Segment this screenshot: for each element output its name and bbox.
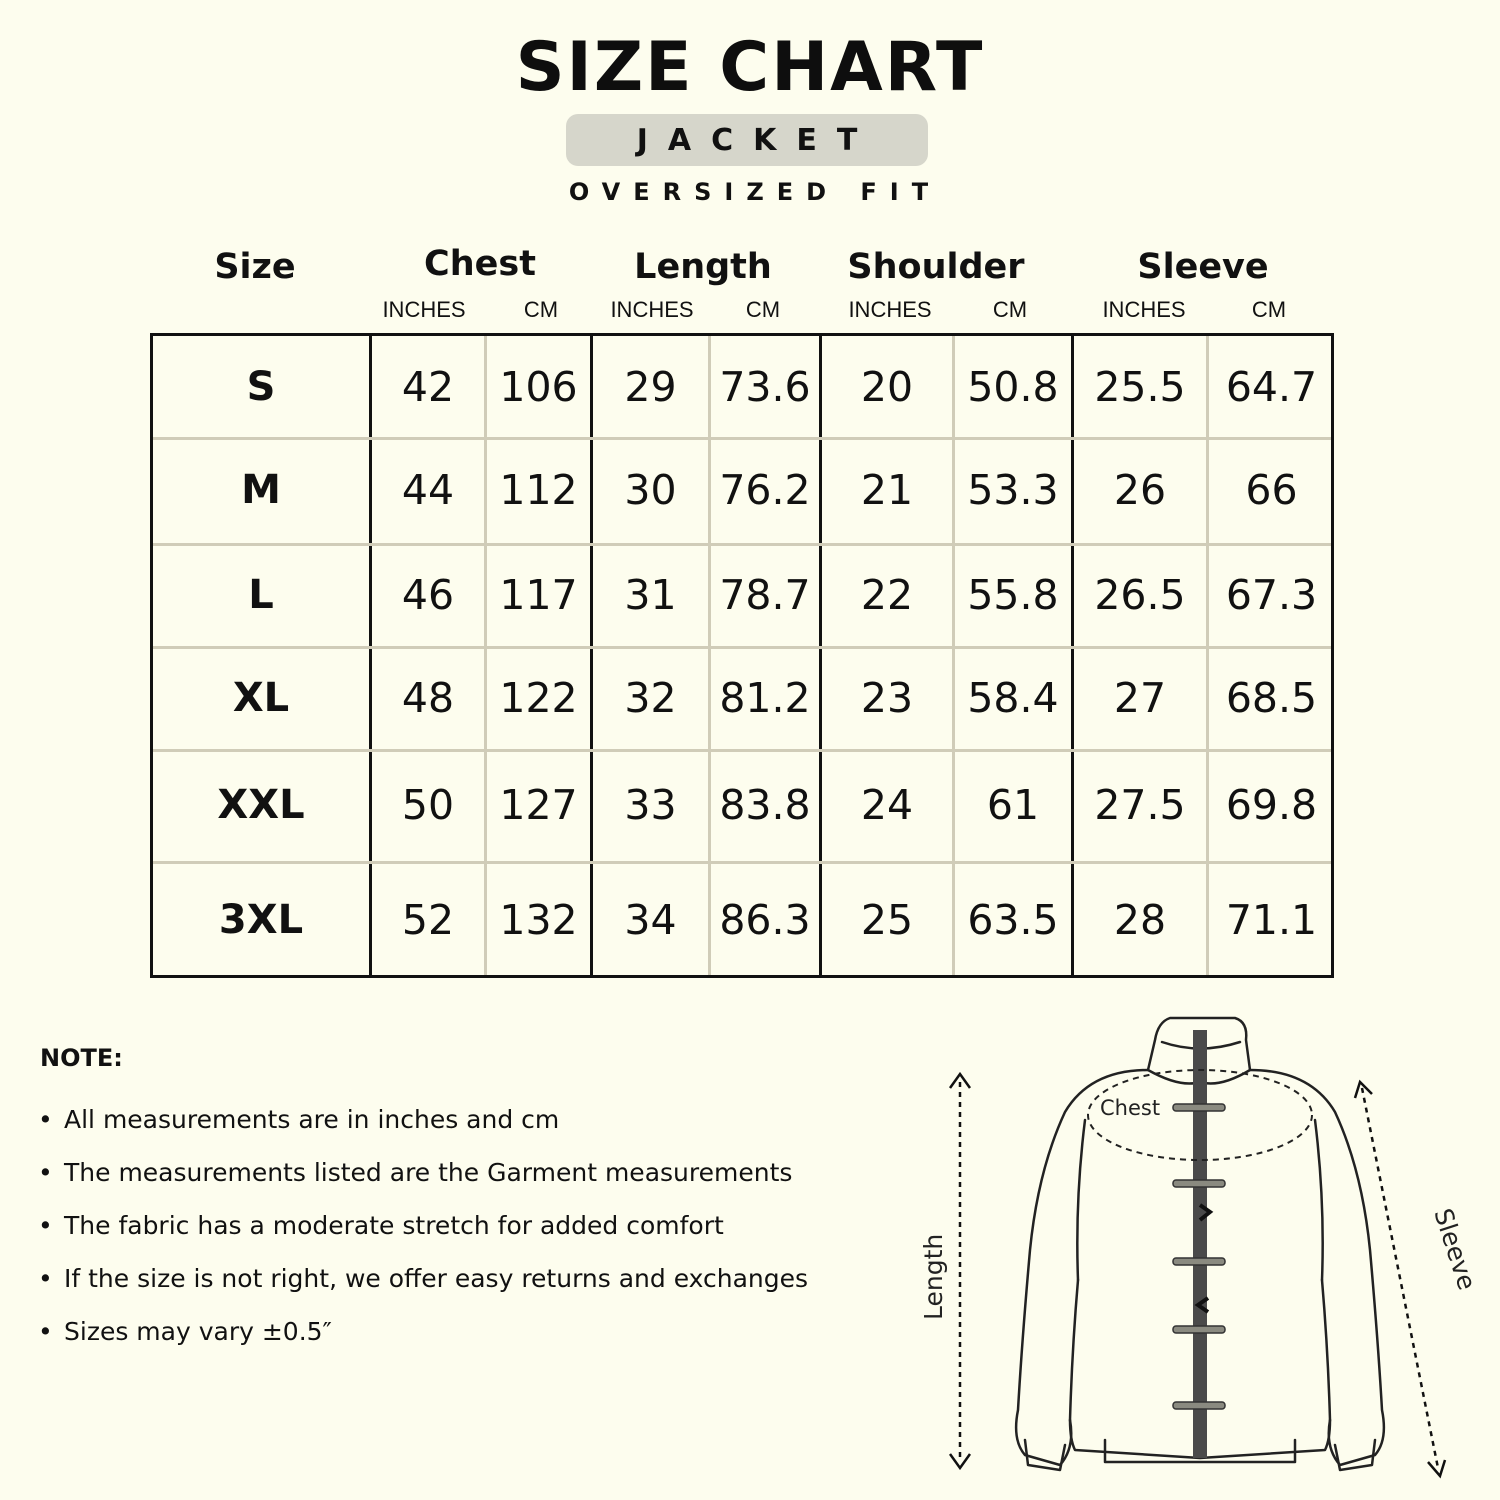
measurement-cell: 132 bbox=[499, 895, 578, 944]
size-cell: S bbox=[246, 363, 276, 410]
size-cell: M bbox=[241, 467, 281, 513]
chest-label: Chest bbox=[1100, 1096, 1161, 1120]
length-inches-unit: INCHES bbox=[610, 297, 694, 322]
chest-cm-unit: CM bbox=[523, 297, 559, 322]
measurement-cell: 58.4 bbox=[967, 673, 1059, 722]
measurement-cell: 122 bbox=[499, 673, 578, 722]
measurement-cell: 69.8 bbox=[1225, 781, 1318, 829]
size-cell: 3XL bbox=[218, 896, 304, 943]
measurement-cell: 25 bbox=[860, 895, 914, 944]
fit-label: OVERSIZED FIT bbox=[568, 178, 942, 206]
note-item: • Sizes may vary ±0.5″ bbox=[38, 1317, 332, 1346]
product-label: JACKET bbox=[636, 122, 878, 158]
measurement-cell: 83.8 bbox=[719, 781, 811, 829]
size-table bbox=[150, 333, 1334, 978]
measurement-cell: 117 bbox=[499, 570, 578, 619]
measurement-cell: 55.8 bbox=[967, 570, 1059, 619]
sleeve-label: Sleeve bbox=[1428, 1204, 1482, 1294]
note-heading: NOTE: bbox=[40, 1044, 123, 1072]
measurement-cell: 76.2 bbox=[719, 466, 811, 514]
measurement-cell: 46 bbox=[401, 570, 455, 619]
length-label: Length bbox=[919, 1233, 948, 1320]
length-header: Length bbox=[634, 247, 772, 287]
notes-list bbox=[38, 1102, 808, 1367]
chest-header: Chest bbox=[424, 244, 536, 284]
note-item: • If the size is not right, we offer easy returns and exchanges bbox=[38, 1264, 809, 1293]
measurement-cell: 61 bbox=[986, 781, 1040, 829]
measurement-cell: 78.7 bbox=[719, 570, 811, 619]
sleeve-inches-unit: INCHES bbox=[1102, 297, 1186, 322]
measurement-cell: 28 bbox=[1113, 895, 1167, 944]
measurement-cell: 63.5 bbox=[967, 895, 1059, 944]
measurement-cell: 32 bbox=[624, 673, 677, 722]
measurement-cell: 26 bbox=[1113, 466, 1167, 514]
measurement-cell: 67.3 bbox=[1225, 570, 1318, 619]
shoulder-inches-unit: INCHES bbox=[848, 297, 932, 322]
measurement-cell: 42 bbox=[401, 362, 455, 411]
measurement-cell: 23 bbox=[860, 673, 914, 722]
measurement-cell: 22 bbox=[860, 570, 914, 619]
size-cell: XL bbox=[232, 674, 290, 721]
measurement-cell: 48 bbox=[401, 673, 455, 722]
measurement-cell: 52 bbox=[401, 895, 455, 944]
measurement-cell: 112 bbox=[499, 466, 578, 514]
measurement-cell: 68.5 bbox=[1225, 673, 1318, 722]
note-item: • All measurements are in inches and cm bbox=[38, 1105, 560, 1134]
measurement-cell: 81.2 bbox=[719, 673, 811, 722]
measurement-cell: 73.6 bbox=[719, 362, 811, 411]
measurement-cell: 53.3 bbox=[967, 466, 1059, 514]
size-cell: XXL bbox=[217, 782, 305, 828]
shoulder-cm-unit: CM bbox=[992, 297, 1028, 322]
size-column-header: Size bbox=[214, 247, 296, 287]
measurement-cell: 30 bbox=[624, 466, 677, 514]
measurement-cell: 21 bbox=[860, 466, 914, 514]
product-pill bbox=[566, 114, 928, 166]
page-title: SIZE CHART bbox=[515, 28, 985, 107]
measurement-cell: 20 bbox=[860, 362, 914, 411]
measurement-cell: 50.8 bbox=[967, 362, 1059, 411]
size-cell: L bbox=[248, 571, 274, 618]
measurement-cell: 66 bbox=[1245, 466, 1298, 514]
measurement-cell: 25.5 bbox=[1094, 362, 1186, 411]
measurement-cell: 27.5 bbox=[1094, 781, 1186, 829]
measurement-cell: 29 bbox=[624, 362, 677, 411]
measurement-cell: 24 bbox=[860, 781, 914, 829]
shoulder-header: Shoulder bbox=[847, 247, 1025, 287]
measurement-cell: 71.1 bbox=[1225, 895, 1318, 944]
jacket-outline-icon bbox=[900, 1000, 1500, 1500]
measurement-cell: 106 bbox=[499, 362, 578, 411]
measurement-cell: 26.5 bbox=[1094, 570, 1186, 619]
note-item: • The measurements listed are the Garment measurements bbox=[38, 1158, 793, 1187]
measurement-cell: 34 bbox=[624, 895, 677, 944]
measurement-cell: 86.3 bbox=[719, 895, 811, 944]
measurement-cell: 50 bbox=[401, 781, 455, 829]
measurement-cell: 33 bbox=[624, 781, 677, 829]
note-item: • The fabric has a moderate stretch for added comfort bbox=[38, 1211, 724, 1240]
sleeve-header: Sleeve bbox=[1137, 247, 1269, 287]
length-cm-unit: CM bbox=[745, 297, 781, 322]
measurement-cell: 27 bbox=[1113, 673, 1167, 722]
measurement-cell: 127 bbox=[499, 781, 578, 829]
measurement-cell: 31 bbox=[624, 570, 677, 619]
measurement-cell: 44 bbox=[401, 466, 455, 514]
sleeve-cm-unit: CM bbox=[1251, 297, 1287, 322]
measurement-cell: 64.7 bbox=[1225, 362, 1318, 411]
chest-inches-unit: INCHES bbox=[382, 297, 466, 322]
